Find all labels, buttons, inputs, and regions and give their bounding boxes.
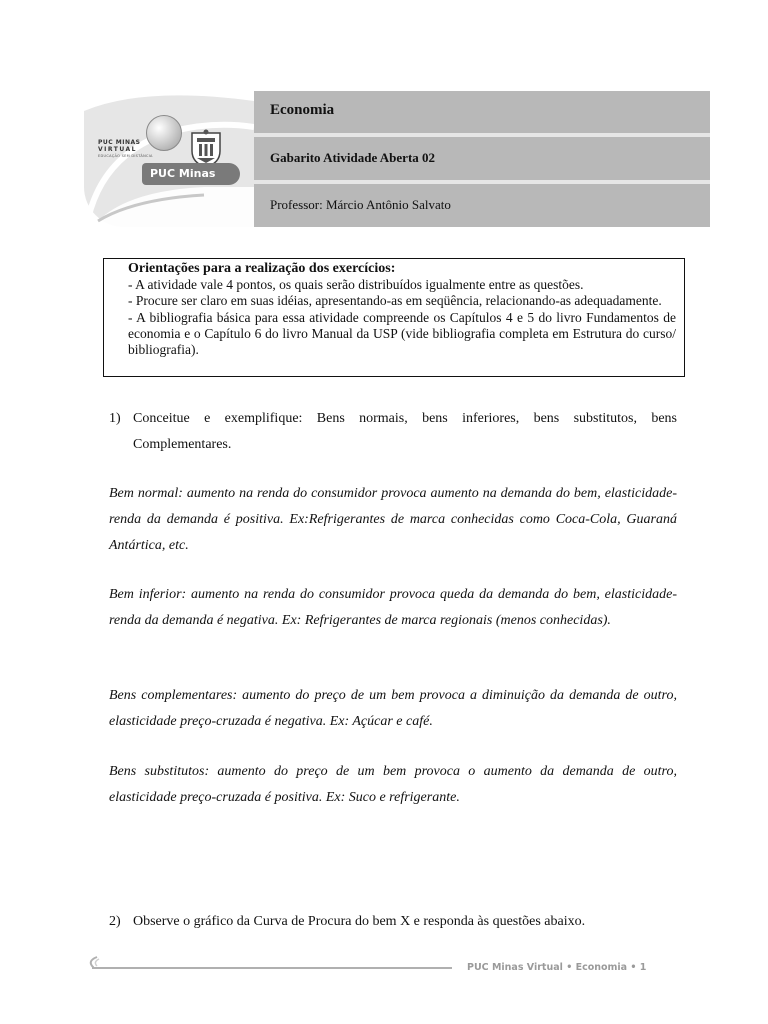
question-1 (109, 406, 677, 458)
answer-bens-complementares: Bens complementares: aumento do preço de um bem provoca a diminuição da demanda de outro, elasticidade preço-cruzada é negativa. Ex: Açúcar e café. (109, 688, 677, 729)
footer-swoosh-line (87, 953, 457, 973)
header-title-bar (254, 137, 710, 180)
answer-bens-substitutos: Bens substitutos: aumento do preço de um bem provoca o aumento da demanda de outro, elasticidade preço-cruzada é positiva. Ex: Suco e refrigerante. (109, 764, 677, 805)
question-text: Observe o gráfico da Curva de Procura do bem X e responda às questões abaixo. (133, 914, 586, 929)
guideline-item: - A atividade vale 4 pontos, os quais serão distribuídos igualmente entre as questões. (128, 277, 584, 293)
guidelines-title: Orientações para a realização dos exercícios: (128, 261, 396, 276)
question-number: 1) (109, 411, 121, 426)
question-number: 2) (109, 914, 121, 929)
logo-text-virtual: VIRTUAL (98, 146, 137, 153)
logo-text-puc-minas: PUC MINAS (98, 139, 141, 146)
answer-bem-normal: Bem normal: aumento na renda do consumidor provoca aumento na demanda do bem, elasticidade-renda da demanda é positiva. Ex:Refrigerantes de marca conhecidas como Coca-Cola, Guaraná Antártica, etc. (109, 486, 677, 553)
answer-bem-inferior: Bem inferior: aumento na renda do consumidor provoca queda da demanda do bem, elasticidade-renda da demanda é negativa. Ex: Refrigerantes de marca regionais (menos conhecidas). (109, 587, 677, 628)
guidelines-box (103, 258, 685, 377)
document-title: Gabarito Atividade Aberta 02 (270, 150, 436, 165)
puc-minas-badge: PUC Minas (142, 163, 240, 185)
header-course-bar (254, 91, 710, 133)
professor-name: Professor: Márcio Antônio Salvato (270, 197, 451, 212)
document-header (84, 91, 710, 227)
guideline-item: - Procure ser claro em suas idéias, apresentando-as em seqüência, relacionando-as adequadamente. (128, 293, 662, 309)
logo-text-tagline: EDUCAÇÃO SEM DISTÂNCIA (98, 154, 153, 158)
header-professor-bar (254, 184, 710, 227)
question-text: Conceitue e exemplifique: Bens normais, bens inferiores, bens substitutos, bens Complementares. (133, 411, 677, 452)
question-2 (109, 909, 677, 935)
course-title: Economia (270, 102, 335, 118)
page-footer: PUC Minas Virtual • Economia • 1 (467, 962, 647, 973)
puc-minas-virtual-logo (96, 109, 184, 169)
logo-area (84, 91, 254, 227)
guideline-item: - A bibliografia básica para essa atividade compreende os Capítulos 4 e 5 do livro Fundamentos de economia e o Capítulo 6 do livro Manual da USP (vide bibliografia completa em Estrutura do curso/ bibliografia). (128, 309, 676, 358)
sphere-icon (146, 115, 182, 151)
